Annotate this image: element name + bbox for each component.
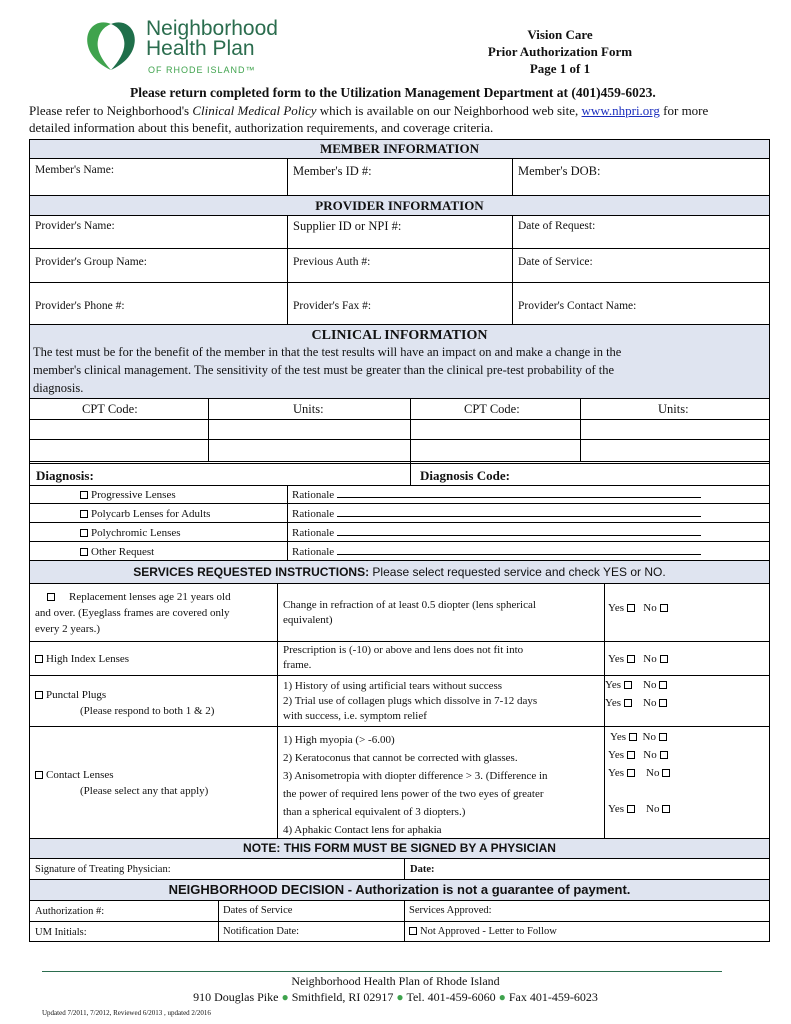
- no-checkbox-icon[interactable]: [662, 805, 670, 813]
- footer-fax: Fax 401-459-6023: [508, 990, 598, 1004]
- yes-checkbox-icon[interactable]: [627, 604, 635, 612]
- checkbox-icon[interactable]: [47, 593, 55, 601]
- clinical-text-2: member's clinical management. The sensitivity of the test must be greater than the clinical pre-test probability of the: [33, 363, 615, 377]
- units-1-label: Units:: [293, 402, 324, 416]
- footer-updated: Updated 7/2011, 7/2012, Reviewed 6/2013 , updated 2/2016: [42, 1009, 211, 1017]
- punctal-sub: (Please respond to both 1 & 2): [80, 705, 215, 717]
- services-header: [30, 561, 769, 584]
- yes-label: Yes: [608, 749, 625, 761]
- no-label: No: [643, 697, 657, 709]
- provider-group-field[interactable]: Provider's Group Name:: [35, 256, 147, 268]
- no-checkbox-icon[interactable]: [660, 751, 668, 759]
- checkbox-icon[interactable]: [80, 529, 88, 537]
- units-2-label: Units:: [658, 402, 689, 416]
- no-label: No: [643, 602, 657, 614]
- member-id-field[interactable]: Member's ID #:: [293, 164, 372, 178]
- rationale-4-field[interactable]: [292, 546, 701, 558]
- punctal-plugs-option[interactable]: [35, 687, 214, 719]
- yes-checkbox-icon[interactable]: [624, 681, 632, 689]
- yes-checkbox-icon[interactable]: [627, 751, 635, 759]
- note-header: NOTE: THIS FORM MUST BE SIGNED BY A PHYSICIAN: [30, 839, 769, 859]
- contact-sub: (Please select any that apply): [80, 785, 209, 797]
- punctal-criteria-1: 1) History of using artificial tears without success: [283, 680, 503, 692]
- option-label: Polychromic Lenses: [91, 527, 181, 539]
- option-polycarb-lenses[interactable]: [80, 508, 210, 520]
- replacement-yes-no[interactable]: [608, 602, 668, 614]
- no-checkbox-icon[interactable]: [662, 769, 670, 777]
- contact-yes-no-4[interactable]: [608, 803, 670, 815]
- yes-checkbox-icon[interactable]: [627, 655, 635, 663]
- yes-label: Yes: [608, 767, 625, 779]
- rationale-label: Rationale: [292, 546, 335, 558]
- contact-criteria-3c: than a spherical equivalent of 3 diopters.): [283, 806, 466, 818]
- logo: [82, 16, 302, 78]
- footer-address: [0, 990, 791, 1005]
- services-header-rest: Please select requested service and check YES or NO.: [369, 565, 666, 579]
- logo-line-3: OF RHODE ISLAND™: [148, 65, 256, 75]
- contact-criteria: [283, 731, 548, 839]
- contact-lenses-option[interactable]: [35, 767, 208, 799]
- yes-label: Yes: [605, 679, 622, 691]
- contact-criteria-4: 4) Aphakic Contact lens for aphakia: [283, 824, 442, 836]
- replacement-criteria-1: Change in refraction of at least 0.5 diopter (lens spherical: [283, 599, 536, 611]
- no-label: No: [646, 767, 660, 779]
- decision-header-bold: NEIGHBORHOOD DECISION: [168, 882, 345, 897]
- rationale-3-field[interactable]: [292, 527, 701, 539]
- not-approved-label: Not Approved - Letter to Follow: [420, 926, 557, 937]
- high-index-label: High Index Lenses: [46, 653, 130, 665]
- no-label: No: [642, 731, 656, 743]
- contact-criteria-1: 1) High myopia (> -6.00): [283, 734, 395, 746]
- logo-line-1: Neighborhood: [146, 17, 278, 40]
- provider-phone-field[interactable]: Provider's Phone #:: [35, 300, 125, 312]
- footer-city: Smithfield, RI 02917: [291, 990, 394, 1004]
- contact-yes-no-2[interactable]: [608, 749, 668, 761]
- contact-criteria-3b: the power of required lens power of the two eyes of greater: [283, 788, 544, 800]
- cpt-code-2-label: CPT Code:: [464, 402, 520, 416]
- decision-header-rest: - Authorization is not a guarantee of payment.: [344, 882, 631, 897]
- form-title-line-2: Prior Authorization Form: [487, 44, 633, 59]
- member-dob-field[interactable]: Member's DOB:: [518, 164, 601, 178]
- replacement-lenses-option[interactable]: [35, 589, 273, 637]
- checkbox-icon[interactable]: [35, 691, 43, 699]
- yes-label: Yes: [608, 602, 625, 614]
- authorization-number-field[interactable]: Authorization #:: [35, 906, 105, 917]
- contact-criteria-3a: 3) Anisometropia with diopter difference > 3. (Difference in: [283, 770, 548, 782]
- replacement-criteria: [283, 598, 536, 628]
- punctal-yes-no-2[interactable]: [605, 697, 667, 709]
- high-index-criteria: [283, 643, 523, 673]
- signature-section: [29, 838, 770, 880]
- footer-divider: [42, 971, 722, 972]
- replacement-line-3: every 2 years.): [35, 623, 101, 635]
- checkbox-icon[interactable]: [409, 927, 417, 935]
- date-of-request-field[interactable]: Date of Request:: [518, 220, 596, 232]
- return-instruction: Please return completed form to the Utilization Management Department at (401)459-6023.: [130, 85, 656, 100]
- provider-section: [29, 196, 770, 325]
- rationale-label: Rationale: [292, 508, 335, 520]
- option-polychromic-lenses[interactable]: [80, 527, 181, 539]
- logo-line-2: Health Plan: [146, 37, 255, 60]
- clinical-header: CLINICAL INFORMATION: [311, 328, 488, 343]
- diagnosis-field[interactable]: Diagnosis:: [36, 468, 94, 483]
- punctal-yes-no-1[interactable]: [605, 679, 667, 691]
- no-checkbox-icon[interactable]: [659, 733, 667, 741]
- checkbox-icon[interactable]: [80, 510, 88, 518]
- high-index-yes-no[interactable]: [608, 653, 668, 665]
- form-title: [430, 26, 690, 77]
- form-title-page: Page 1 of 1: [529, 61, 591, 76]
- services-approved-field[interactable]: Services Approved:: [409, 905, 492, 916]
- provider-header: PROVIDER INFORMATION: [30, 196, 769, 216]
- high-index-criteria-1: Prescription is (-10) or above and lens does not fit into: [283, 644, 524, 656]
- punctal-criteria-2b: with success, i.e. symptom relief: [283, 710, 427, 722]
- signature-date-field[interactable]: Date:: [410, 864, 435, 875]
- option-label: Other Request: [91, 546, 155, 558]
- provider-contact-field[interactable]: Provider's Contact Name:: [518, 300, 637, 312]
- yes-label: Yes: [608, 803, 625, 815]
- dates-of-service-field[interactable]: Dates of Service: [223, 905, 293, 916]
- cpt-code-1-label: CPT Code:: [82, 402, 138, 416]
- member-name-field[interactable]: Member's Name:: [35, 164, 115, 176]
- rationale-label: Rationale: [292, 527, 335, 539]
- punctal-label: Punctal Plugs: [46, 689, 107, 701]
- previous-auth-field[interactable]: Previous Auth #:: [293, 256, 371, 268]
- logo-emblem-icon: [82, 16, 140, 74]
- decision-section: [29, 879, 770, 942]
- refer-prefix: Please refer to Neighborhood's: [29, 103, 193, 118]
- clinical-text-3: diagnosis.: [33, 381, 84, 395]
- option-progressive-lenses[interactable]: [80, 489, 176, 501]
- option-other-request[interactable]: [80, 546, 154, 558]
- checkbox-icon[interactable]: [35, 655, 43, 663]
- refer-line-2: detailed information about this benefit, authorization requirements, and coverage criteria.: [29, 120, 494, 135]
- punctal-criteria: [283, 679, 537, 724]
- bullet-icon: ●: [498, 990, 506, 1004]
- yes-label: Yes: [608, 653, 625, 665]
- physician-signature-field[interactable]: Signature of Treating Physician:: [35, 864, 171, 875]
- member-section: [29, 139, 770, 196]
- yes-checkbox-icon[interactable]: [629, 733, 637, 741]
- contact-yes-no-1[interactable]: [610, 731, 667, 743]
- high-index-option[interactable]: [35, 653, 129, 665]
- replacement-line-2: and over. (Eyeglass frames are covered only: [35, 607, 230, 619]
- provider-fax-field[interactable]: Provider's Fax #:: [293, 300, 372, 312]
- option-label: Polycarb Lenses for Adults: [91, 508, 211, 520]
- refer-suffix: for more: [659, 103, 709, 118]
- services-header-bold: SERVICES REQUESTED INSTRUCTIONS:: [133, 565, 370, 579]
- no-label: No: [643, 749, 657, 761]
- supplier-id-field[interactable]: Supplier ID or NPI #:: [293, 219, 402, 233]
- yes-label: Yes: [610, 731, 627, 743]
- nhpri-link[interactable]: www.nhpri.org: [581, 103, 660, 118]
- policy-name: Clinical Medical Policy: [192, 103, 317, 118]
- punctal-criteria-2a: 2) Trial use of collagen plugs which dissolve in 7-12 days: [283, 695, 538, 707]
- option-label: Progressive Lenses: [91, 489, 176, 501]
- no-label: No: [643, 679, 657, 691]
- high-index-criteria-2: frame.: [283, 659, 312, 671]
- rationale-2-field[interactable]: [292, 508, 701, 520]
- notification-date-field[interactable]: Notification Date:: [223, 926, 300, 937]
- checkbox-icon[interactable]: [80, 548, 88, 556]
- form-title-line-1: Vision Care: [527, 27, 593, 42]
- contact-yes-no-3[interactable]: [608, 767, 670, 779]
- clinical-section: [29, 324, 770, 561]
- cpt-row-1-input[interactable]: [30, 420, 769, 439]
- date-of-service-field[interactable]: Date of Service:: [518, 256, 593, 268]
- footer-org: Neighborhood Health Plan of Rhode Island: [291, 974, 500, 988]
- yes-label: Yes: [605, 697, 622, 709]
- yes-checkbox-icon[interactable]: [627, 769, 635, 777]
- yes-checkbox-icon[interactable]: [627, 805, 635, 813]
- clinical-text-1: The test must be for the benefit of the member in that the test results will have an impact on and make a change in the: [33, 345, 622, 359]
- footer-tel: Tel. 401-459-6060: [406, 990, 496, 1004]
- not-approved-option[interactable]: [409, 926, 557, 937]
- no-checkbox-icon[interactable]: [659, 681, 667, 689]
- checkbox-icon[interactable]: [35, 771, 43, 779]
- no-checkbox-icon[interactable]: [659, 699, 667, 707]
- provider-name-field[interactable]: Provider's Name:: [35, 220, 115, 232]
- bullet-icon: ●: [396, 990, 404, 1004]
- refer-mid: which is available on our Neighborhood web site,: [316, 103, 579, 118]
- yes-checkbox-icon[interactable]: [624, 699, 632, 707]
- checkbox-icon[interactable]: [80, 491, 88, 499]
- no-label: No: [646, 803, 660, 815]
- member-header: MEMBER INFORMATION: [30, 140, 769, 159]
- rationale-label: Rationale: [292, 489, 335, 501]
- replacement-line-1: Replacement lenses age 21 years old: [69, 591, 231, 603]
- cpt-row-2-input[interactable]: [30, 440, 769, 461]
- bullet-icon: ●: [281, 990, 289, 1004]
- um-initials-field[interactable]: UM Initials:: [35, 927, 87, 938]
- refer-line: [29, 103, 708, 119]
- decision-header: [30, 880, 769, 901]
- no-label: No: [643, 653, 657, 665]
- contact-criteria-2: 2) Keratoconus that cannot be corrected with glasses.: [283, 752, 518, 764]
- services-section: [29, 560, 770, 839]
- contact-label: Contact Lenses: [46, 769, 114, 781]
- no-checkbox-icon[interactable]: [660, 604, 668, 612]
- replacement-criteria-2: equivalent): [283, 614, 333, 626]
- diagnosis-code-field[interactable]: Diagnosis Code:: [420, 468, 510, 483]
- footer-street: 910 Douglas Pike: [193, 990, 279, 1004]
- no-checkbox-icon[interactable]: [660, 655, 668, 663]
- rationale-1-field[interactable]: [292, 489, 701, 501]
